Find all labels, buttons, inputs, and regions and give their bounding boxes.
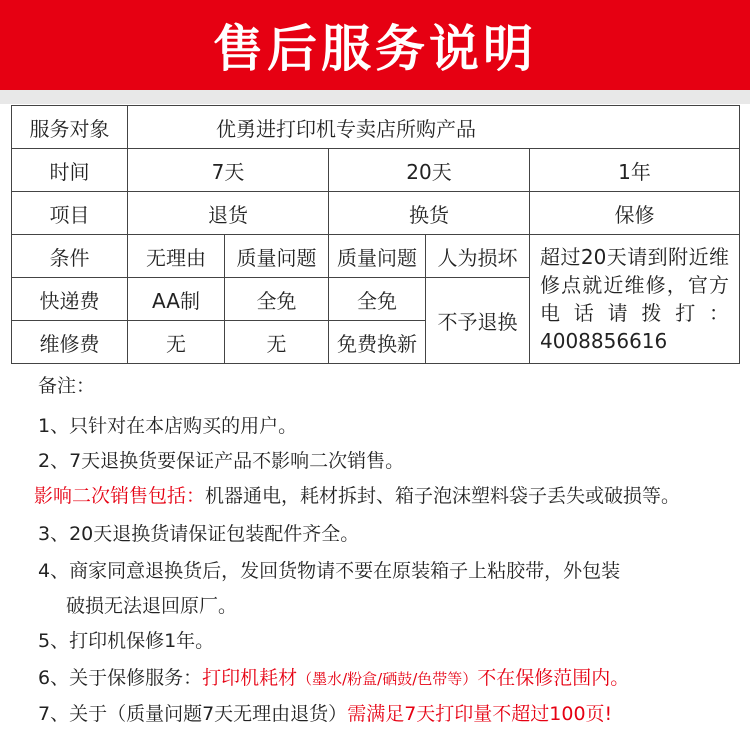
note-item: 5、打印机保修1年。 <box>38 630 215 652</box>
note-item: 3、20天退换货请保证包装配件齐全。 <box>38 523 360 545</box>
note-item: 1、只针对在本店购买的用户。 <box>38 415 298 437</box>
note-item: 4、商家同意退换货后，发回货物请不要在原装箱子上粘胶带，外包装 <box>38 560 621 582</box>
note-red-text: 需满足7天打印量不超过100页! <box>347 703 613 725</box>
note-item <box>38 667 629 690</box>
table-cell: 不予退换 <box>426 278 530 364</box>
table-cell-label: 服务对象 <box>12 106 128 149</box>
note-item <box>38 703 612 726</box>
note-red-small: （墨水/粉盒/硒鼓/色带等） <box>297 670 478 688</box>
table-cell: 退货 <box>128 192 329 235</box>
table-cell: 无 <box>128 321 225 364</box>
table-cell: 全免 <box>225 278 329 321</box>
table-cell: 无 <box>225 321 329 364</box>
service-table <box>11 105 740 364</box>
table-row <box>12 235 740 278</box>
table-cell: AA制 <box>128 278 225 321</box>
table-cell-label: 项目 <box>12 192 128 235</box>
table-cell: 无理由 <box>128 235 225 278</box>
note-item: 破损无法退回原厂。 <box>66 595 238 617</box>
page-title: 售后服务说明 <box>213 20 537 78</box>
table-cell-label: 维修费 <box>12 321 128 364</box>
table-cell: 换货 <box>329 192 530 235</box>
table-cell-label: 时间 <box>12 149 128 192</box>
table-row <box>12 192 740 235</box>
note-item <box>34 485 680 508</box>
note-item: 2、7天退换货要保证产品不影响二次销售。 <box>38 450 405 472</box>
table-cell-label: 条件 <box>12 235 128 278</box>
note-red-text: 打印机耗材 <box>202 667 298 689</box>
table-row <box>12 149 740 192</box>
table-cell: 保修 <box>530 192 740 235</box>
warranty-note: 超过20天请到附近维修点就近维修，官方电话请拨打：4008856616 <box>530 235 740 364</box>
header-banner <box>0 0 750 90</box>
table-cell: 免费换新 <box>329 321 426 364</box>
table-cell: 7天 <box>128 149 329 192</box>
table-cell: 人为损坏 <box>426 235 530 278</box>
divider-strip <box>0 90 750 104</box>
note-text: 机器通电，耗材拆封、箱子泡沫塑料袋子丢失或破损等。 <box>205 485 681 507</box>
table-cell-value: 优勇进打印机专卖店所购产品 <box>128 106 740 149</box>
note-red-text: 影响二次销售包括： <box>34 485 206 507</box>
note-red-text: 不在保修范围内。 <box>477 667 630 689</box>
table-cell: 20天 <box>329 149 530 192</box>
table-cell-label: 快递费 <box>12 278 128 321</box>
table-cell: 1年 <box>530 149 740 192</box>
notes-heading: 备注： <box>38 375 96 397</box>
table-cell: 质量问题 <box>329 235 426 278</box>
table-cell: 全免 <box>329 278 426 321</box>
note-text: 7、关于（质量问题7天无理由退货） <box>38 703 348 725</box>
table-cell: 质量问题 <box>225 235 329 278</box>
note-text: 6、关于保修服务： <box>38 667 203 689</box>
table-row <box>12 106 740 149</box>
